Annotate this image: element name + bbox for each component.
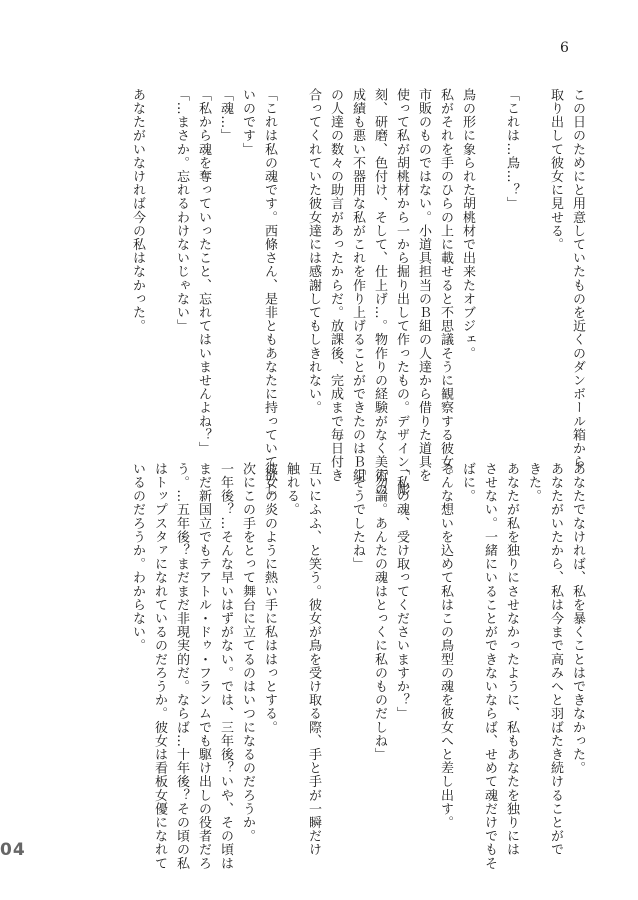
text-line: 「魂…」 — [218, 88, 233, 143]
text-line: 使って私が胡桃材から一から掘り出して作ったもの。デザイン、彫 — [394, 88, 409, 496]
text-line: 彼女の炎のように熱い手に私ははっとする。 — [262, 462, 277, 734]
text-line — [522, 88, 544, 440]
text-line: ばに。 — [460, 462, 475, 503]
text-line: きた。 — [526, 462, 541, 503]
text-line: 触れる。 — [284, 462, 299, 517]
text-line — [280, 88, 302, 440]
text-line: あなたでなければ、私を暴くことはできなかった。 — [570, 462, 585, 775]
text-line — [148, 88, 170, 440]
text-line: 刻、研磨、色付け、そして、仕上げ…。物作りの経験がなく美術の — [372, 88, 387, 496]
text-line: 成績も悪い不器用な私がこれを作り上げることができたのはＢ組 — [350, 88, 365, 483]
text-line: まだ新国立でもテアトル・ドゥ・フランムでも駆け出しの役者だろ — [196, 462, 211, 870]
text-line: 鳥の形に象られた胡桃材で出来たオブジェ。 — [460, 88, 475, 360]
text-line: 「私の魂、受け取ってくださいますか？」 — [394, 462, 409, 721]
text-line: あなたがいなければ今の私はなかった。 — [130, 88, 145, 333]
text-line: 次にこの手をとって舞台に立てるのはいつになるのだろうか。 — [240, 462, 255, 843]
text-line: う。…五年後？まだまだ非現実的だ。ならば…十年後？その頃の私 — [174, 462, 189, 870]
text-line: 合ってくれていた彼女達には感謝してもしきれない。 — [306, 88, 321, 415]
lower-text-column — [126, 462, 588, 870]
text-line: そんな想いを込めて私はこの鳥型の魂を彼女へと差し出す。 — [438, 462, 453, 830]
text-line: この日のためにと用意していたものを近くのダンボール箱から — [570, 88, 585, 469]
text-line: 私がそれを手のひらの上に載せると不思議そうに観察する彼女。 — [438, 88, 453, 483]
text-line: 「そうでしたね」 — [350, 462, 365, 571]
text-line: あなたがいたから、私は今まで高みへと羽ばたき続けることがで — [548, 462, 563, 857]
text-line: 「私から魂を奪っていったこと、忘れてはいませんよね？」 — [196, 88, 211, 456]
side-page-number: 04 — [0, 840, 26, 860]
text-line: 「勿論。あんたの魂はとっくに私のものだしね」 — [372, 462, 387, 762]
text-line: 市販のものではない。小道具担当のＢ組の人達から借りた道具を — [416, 88, 431, 483]
page-number: 6 — [560, 40, 569, 56]
text-line: させない。一緒にいることができないならば、せめて魂だけでもそ — [482, 462, 497, 870]
text-line: いのです」 — [240, 88, 255, 156]
text-line: 一年後？…そんな早いはずがない。では、三年後？いや、その頃は — [218, 462, 233, 870]
text-line — [478, 88, 500, 440]
text-line — [324, 462, 346, 842]
text-line: 互いにふふ、と笑う。彼女が鳥を受け取る際、手と手が一瞬だけ — [306, 462, 321, 857]
text-line: はトップスタァになれているのだろうか。彼女は看板女優になれて — [152, 462, 167, 870]
text-line: 「…まさか。忘れるわけないじゃない」 — [174, 88, 189, 333]
text-line: の人達の数々の助言があったからだ。放課後、完成まで毎日付き — [328, 88, 343, 483]
text-line — [412, 462, 434, 842]
text-line: 「これは私の魂です。西條さん、是非ともあなたに持っていて欲し — [262, 88, 277, 496]
text-line: いるのだろうか。わからない。 — [130, 462, 145, 653]
text-line: あなたが私を独りにさせなかったように、私もあなたを独りには — [504, 462, 519, 857]
text-line: 「これは…鳥…？」 — [504, 88, 519, 211]
text-line: 取り出して彼女に見せる。 — [548, 88, 563, 252]
